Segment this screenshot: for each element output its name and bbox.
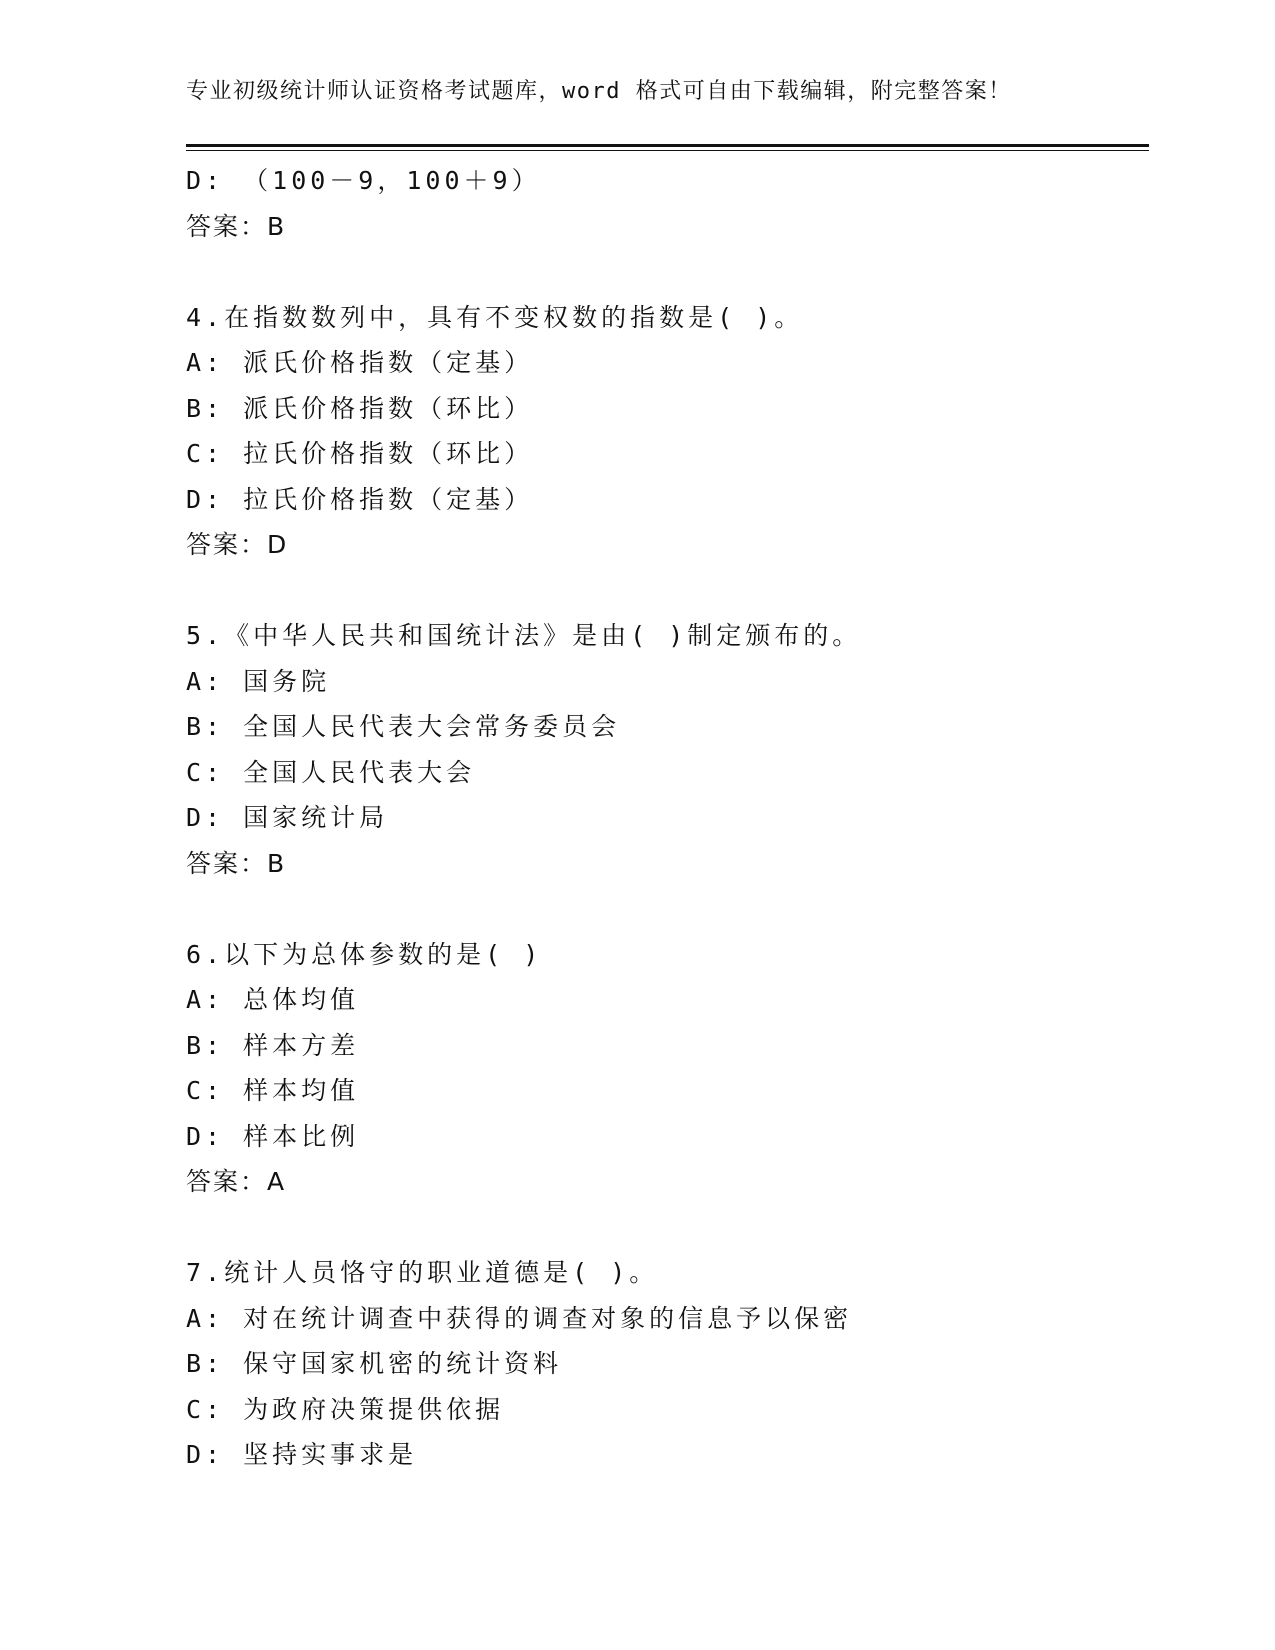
question-list	[186, 158, 1146, 1478]
spacer	[186, 249, 1146, 295]
question-answer: 答案：A	[186, 1167, 287, 1196]
header-rule-thick	[186, 144, 1149, 147]
question-option: A: 对在统计调查中获得的调查对象的信息予以保密	[186, 1303, 853, 1333]
question-stem: 4.在指数数列中，具有不变权数的指数是( )。	[186, 302, 804, 332]
question-option: C: 样本均值	[186, 1076, 360, 1105]
question-option: C: 为政府决策提供依据	[186, 1394, 505, 1424]
question-stem: 6.以下为总体参数的是( )	[186, 939, 543, 969]
question-answer: 答案：B	[186, 848, 287, 878]
spacer	[186, 1205, 1146, 1251]
question-option: D: 国家统计局	[186, 803, 389, 832]
spacer	[186, 886, 1146, 932]
continued-answer: 答案：B	[186, 211, 287, 241]
question-option: D: 样本比例	[186, 1121, 360, 1151]
continued-option-d: D: （100－9，100＋9）	[186, 166, 541, 195]
question-option: A: 国务院	[186, 666, 331, 696]
question-option: B: 保守国家机密的统计资料	[186, 1349, 563, 1378]
question-option: A: 总体均值	[186, 985, 360, 1014]
question-answer: 答案：D	[186, 530, 289, 559]
header-rule-thin	[186, 150, 1149, 151]
question-option: C: 全国人民代表大会	[186, 757, 476, 787]
question-stem: 7.统计人员恪守的职业道德是( )。	[186, 1258, 659, 1287]
page-header: 专业初级统计师认证资格考试题库，word 格式可自由下载编辑，附完整答案！	[186, 79, 1012, 104]
question-option: C: 拉氏价格指数（环比）	[186, 439, 534, 468]
question-option: B: 样本方差	[186, 1030, 360, 1060]
question-option: A: 派氏价格指数（定基）	[186, 348, 534, 377]
question-option: B: 全国人民代表大会常务委员会	[186, 712, 621, 741]
spacer	[186, 568, 1146, 614]
question-option: B: 派氏价格指数（环比）	[186, 393, 534, 423]
question-stem: 5.《中华人民共和国统计法》是由( )制定颁布的。	[186, 621, 862, 650]
question-option: D: 坚持实事求是	[186, 1440, 418, 1469]
question-option: D: 拉氏价格指数（定基）	[186, 484, 534, 514]
